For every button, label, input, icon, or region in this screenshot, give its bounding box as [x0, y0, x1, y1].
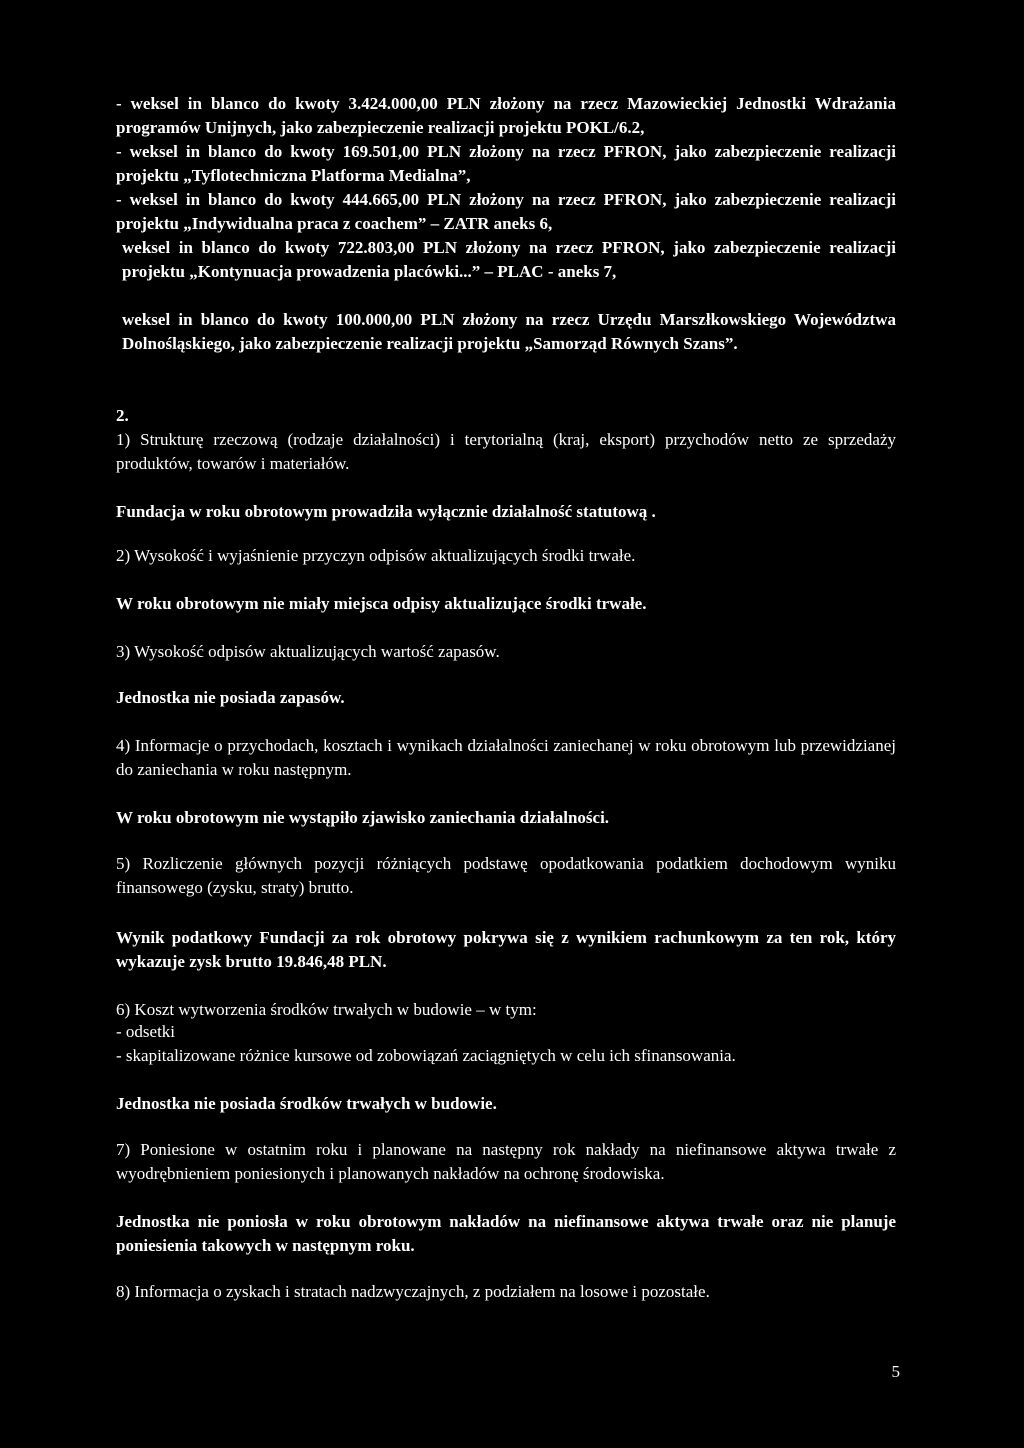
item-6-answer: Jednostka nie posiada środków trwałych w budowie.	[116, 1094, 497, 1113]
bill-entry-4: weksel in blanco do kwoty 722.803,00 PLN złożony na rzecz PFRON, jako zabezpieczenie realizacji projektu „Kontynuacja prowadzenia placówki...” – PLAC - aneks 7,	[122, 238, 896, 281]
item-7-question: 7) Poniesione w ostatnim roku i planowane na następny rok nakłady na niefinansowe aktywa trwałe z wyodrębnieniem poniesionych i planowanych nakładów na ochronę środowiska.	[116, 1140, 896, 1183]
bill-entry-2: - weksel in blanco do kwoty 169.501,00 PLN złożony na rzecz PFRON, jako zabezpieczenie realizacji projektu „Tyflotechniczna Platforma Medialna”,	[116, 142, 896, 185]
item-3-question: 3) Wysokość odpisów aktualizujących wartość zapasów.	[116, 642, 500, 661]
item-4-question: 4) Informacje o przychodach, kosztach i wynikach działalności zaniechanej w roku obrotowym lub przewidzianej do zaniechania w roku następnym.	[116, 736, 896, 779]
bill-entry-5: weksel in blanco do kwoty 100.000,00 PLN złożony na rzecz Urzędu Marszłkowskiego Województwa Dolnośląskiego, jako zabezpieczenie realizacji projektu „Samorząd Równych Szans”.	[122, 310, 896, 353]
item-2-answer: W roku obrotowym nie miały miejsca odpisy aktualizujące środki trwałe.	[116, 594, 647, 613]
item-6-question-line-1: 6) Koszt wytworzenia środków trwałych w budowie – w tym:	[116, 1000, 537, 1019]
item-6-question-line-2: - odsetki	[116, 1022, 176, 1041]
item-3-answer: Jednostka nie posiada zapasów.	[116, 688, 345, 707]
item-8-question: 8) Informacja o zyskach i stratach nadzwyczajnych, z podziałem na losowe i pozostałe.	[116, 1282, 710, 1301]
bill-entry-1: - weksel in blanco do kwoty 3.424.000,00 PLN złożony na rzecz Mazowieckiej Jednostki Wdrażania programów Unijnych, jako zabezpieczenie realizacji projektu POKL/6.2,	[116, 94, 896, 137]
bill-entry-3: - weksel in blanco do kwoty 444.665,00 PLN złożony na rzecz PFRON, jako zabezpieczenie realizacji projektu „Indywidualna praca z coachem” – ZATR aneks 6,	[116, 190, 896, 233]
item-2-question: 2) Wysokość i wyjaśnienie przyczyn odpisów aktualizujących środki trwałe.	[116, 546, 636, 565]
item-5-question: 5) Rozliczenie głównych pozycji różniących podstawę opodatkowania podatkiem dochodowym wyniku finansowego (zysku, straty) brutto.	[116, 854, 896, 897]
item-1-answer: Fundacja w roku obrotowym prowadziła wyłącznie działalność statutową .	[116, 502, 656, 521]
item-6-question-line-3: - skapitalizowane różnice kursowe od zobowiązań zaciągniętych w celu ich sfinansowania.	[116, 1046, 736, 1065]
item-7-answer: Jednostka nie poniosła w roku obrotowym nakładów na niefinansowe aktywa trwałe oraz nie planuje poniesienia takowych w następnym roku.	[116, 1212, 896, 1255]
item-5-answer: Wynik podatkowy Fundacji za rok obrotowy pokrywa się z wynikiem rachunkowym za ten rok, który wykazuje zysk brutto 19.846,48 PLN.	[116, 928, 896, 971]
item-1-question: 1) Strukturę rzeczową (rodzaje działalności) i terytorialną (kraj, eksport) przychodów netto ze sprzedaży produktów, towarów i materiałów.	[116, 430, 896, 473]
section-number: 2.	[116, 406, 129, 425]
item-4-answer: W roku obrotowym nie wystąpiło zjawisko zaniechania działalności.	[116, 808, 610, 827]
page-number: 5	[891, 1362, 900, 1381]
